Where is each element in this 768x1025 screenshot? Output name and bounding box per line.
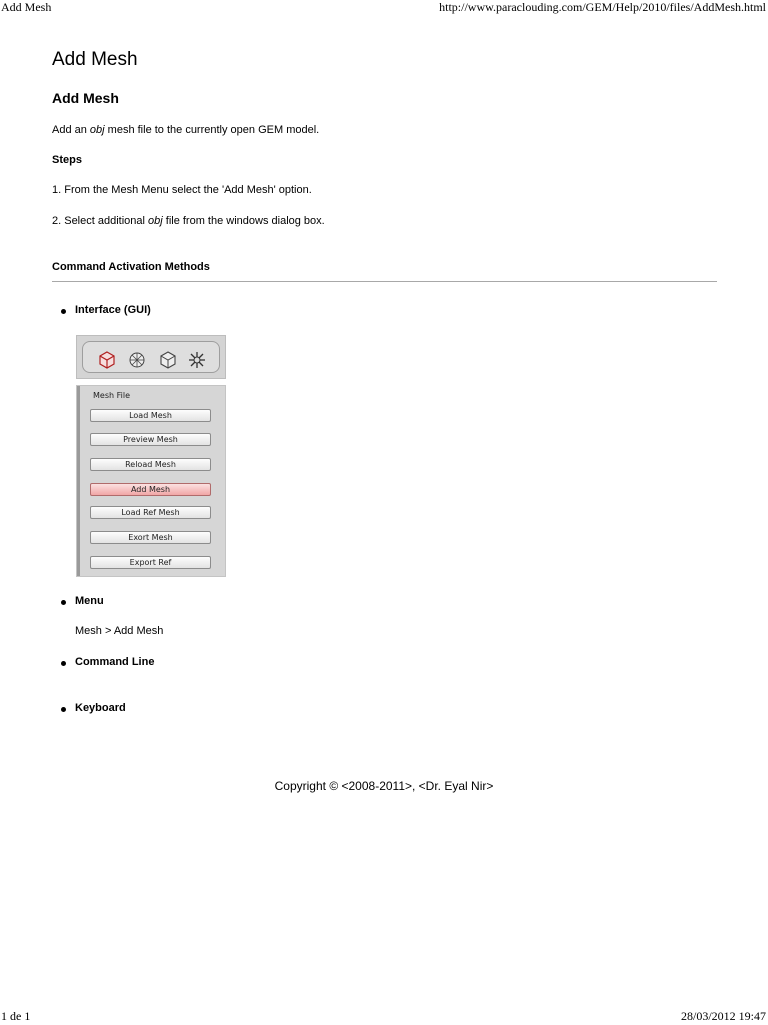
intro-text (52, 124, 319, 136)
intro-italic: obj (89, 124, 105, 136)
mesh-cube-red-icon[interactable] (97, 350, 117, 370)
panel-edge (77, 386, 80, 576)
gui-toolbar-image (76, 335, 226, 379)
step-2 (52, 215, 325, 227)
intro-before: Add an (52, 124, 90, 136)
method-label: Interface (GUI) (75, 304, 151, 316)
load-ref-mesh-button[interactable]: Load Ref Mesh (90, 506, 211, 519)
mesh-star-icon[interactable] (187, 350, 207, 370)
activation-title: Command Activation Methods (52, 261, 210, 273)
toolbar-frame (82, 341, 220, 373)
method-label: Keyboard (75, 702, 126, 714)
bullet-icon (61, 309, 66, 314)
step-2-after: file from the windows dialog box. (162, 215, 325, 227)
step-1-text: 1. From the Mesh Menu select the 'Add Mesh' option. (52, 184, 312, 196)
export-ref-button[interactable]: Export Ref (90, 556, 211, 569)
method-label: Command Line (75, 656, 155, 668)
print-header-title: Add Mesh (1, 0, 52, 14)
bullet-icon (61, 661, 66, 666)
print-footer-datetime: 28/03/2012 19:47 (680, 1009, 766, 1023)
export-mesh-button[interactable]: Exort Mesh (90, 531, 211, 544)
step-2-italic: obj (148, 215, 163, 227)
intro-after: mesh file to the currently open GEM model. (104, 124, 320, 136)
add-mesh-button[interactable]: Add Mesh (90, 483, 211, 496)
section-title: Add Mesh (52, 90, 119, 106)
steps-title: Steps (52, 154, 82, 166)
copyright-text: Copyright © <2008-2011>, <Dr. Eyal Nir> (274, 779, 494, 793)
mesh-box-icon[interactable] (158, 350, 178, 370)
step-1 (52, 184, 312, 196)
print-footer-page: 1 de 1 (1, 1009, 31, 1023)
step-2-before: 2. Select additional (52, 215, 149, 227)
section-divider (52, 281, 717, 282)
bullet-icon (61, 707, 66, 712)
print-header (0, 0, 768, 16)
load-mesh-button[interactable]: Load Mesh (90, 409, 211, 422)
mesh-file-panel-image (76, 385, 226, 577)
method-label: Menu (75, 595, 104, 607)
mesh-file-label: Mesh File (93, 391, 130, 400)
print-footer (0, 1009, 768, 1025)
page-title: Add Mesh (52, 49, 138, 70)
reload-mesh-button[interactable]: Reload Mesh (90, 458, 211, 471)
bullet-icon (61, 600, 66, 605)
menu-path-text: Mesh > Add Mesh (75, 625, 164, 637)
mesh-sphere-icon[interactable] (127, 350, 147, 370)
preview-mesh-button[interactable]: Preview Mesh (90, 433, 211, 446)
print-header-url: http://www.paraclouding.com/GEM/Help/2010/files/AddMesh.html (439, 0, 766, 14)
